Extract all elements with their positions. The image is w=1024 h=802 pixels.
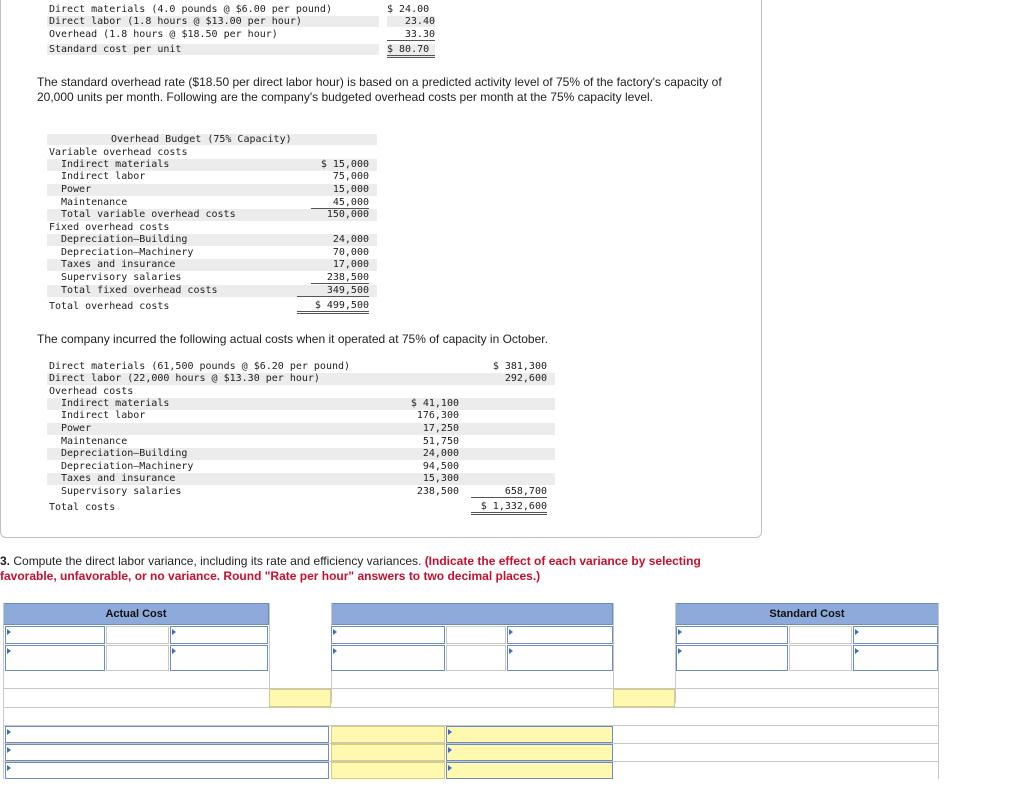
actual-oh-label: Indirect labor [61,410,146,421]
multiply-cell [106,645,169,671]
standard-rate-value-input[interactable] [853,645,938,671]
standard-rate-input[interactable] [853,626,938,644]
actual-oh-row [47,423,555,435]
variance-amount-cell[interactable] [331,726,445,743]
actual-oh-label: Indirect materials [61,398,170,409]
actual-oh-value: 24,000 [422,448,459,459]
budget-fixed-value: 70,000 [332,247,369,258]
actual-oh-value: $ 41,100 [410,398,459,409]
paragraph-overhead-rate: The standard overhead rate ($18.50 per direct labor hour) is based on a predicted activity level of 75% of the factory's capacity of 20,000 units per month. Following are the company's budgeted overhead costs per month at the 75% capacity level. [37,75,722,104]
actual-rate-value-input[interactable] [170,645,268,671]
actual-dm-value: $ 381,300 [492,361,547,372]
actual-dl-label: Direct labor (22,000 hours @ $13.30 per hour) [49,373,320,384]
multiply-cell [106,626,169,644]
standard-hours-value-input[interactable] [676,645,788,671]
budget-fixed-value: 24,000 [332,234,369,245]
variance-effect-select[interactable] [446,726,613,743]
middle-hours-value-input[interactable] [331,645,445,671]
budget-total-label: Total overhead costs [49,301,170,312]
std-oh-label: Overhead (1.8 hours @ $18.50 per hour) [49,29,278,40]
actual-oh-value: 238,500 [416,486,459,497]
rate-variance-amount-cell[interactable] [269,689,331,707]
actual-oh-value: 176,300 [416,410,459,421]
actual-oh-label: Maintenance [61,436,128,447]
budget-var-label: Indirect labor [61,171,146,182]
std-dl-value: 23.40 [387,16,435,27]
paragraph-actual-costs: The company incurred the following actual costs when it operated at 75% of capacity in October. [37,332,548,346]
variance-label-input[interactable] [5,744,329,761]
variance-amount-cell[interactable] [331,762,445,779]
grid-vline [3,603,4,779]
multiply-cell [446,645,506,671]
budget-fixed-label: Taxes and insurance [61,259,176,270]
actual-oh-label: Depreciation—Machinery [61,461,194,472]
actual-oh-label: Power [61,423,92,434]
actual-dl-value: 292,600 [504,373,547,384]
multiply-cell [446,626,506,644]
actual-oh-total-value: 658,700 [471,486,547,498]
variance-amount-cell[interactable] [331,744,445,761]
budget-var-label: Indirect materials [61,159,170,170]
grid-hline [3,707,939,708]
problem-panel [0,0,762,538]
middle-header-bar [331,603,613,625]
question-number: 3. [0,554,11,568]
actual-rate-input[interactable] [170,626,268,644]
budget-fixed-value: 238,500 [311,272,369,284]
question-body: Compute the direct labor variance, including its rate and efficiency variances. [10,554,425,568]
actual-oh-value: 15,300 [422,473,459,484]
budget-total-fixed-label: Total fixed overhead costs [61,285,218,296]
budget-fixed-label: Depreciation—Building [61,234,188,245]
actual-oh-header: Overhead costs [49,386,134,397]
question-instruction: (Indicate the effect of each variance by selecting favorable, unfavorable, or no variance. Round "Rate per hour" answers to two decimal places.) [0,554,701,583]
actual-hours-value-input[interactable] [5,645,105,671]
actual-total-label: Total costs [49,502,116,513]
budget-var-label: Power [61,184,92,195]
budget-fixed-label: Depreciation—Machinery [61,247,194,258]
standard-cost-header: Standard Cost [769,608,845,620]
actual-oh-value: 17,250 [422,423,459,434]
multiply-cell [789,626,852,644]
budget-var-value: $ 15,000 [320,159,369,170]
budget-fixed-header: Fixed overhead costs [49,222,170,233]
std-total-value: $ 80.70 [387,44,435,58]
actual-oh-value: 51,750 [422,436,459,447]
budget-total-fixed-value: 349,500 [297,285,369,297]
budget-total-var-label: Total variable overhead costs [61,209,236,220]
budget-var-value: 15,000 [332,184,369,195]
variance-label-input[interactable] [5,726,329,743]
std-oh-value: 33.30 [387,29,435,41]
actual-oh-value: 94,500 [422,461,459,472]
standard-hours-input[interactable] [676,626,788,644]
variance-label-input[interactable] [5,762,329,779]
budget-var-value: 45,000 [311,197,369,209]
std-dl-label: Direct labor (1.8 hours @ $13.00 per hour) [47,16,379,27]
multiply-cell [789,645,852,671]
grid-vline [938,603,939,779]
budget-var-value: 75,000 [332,171,369,182]
variance-effect-select[interactable] [446,762,613,779]
actual-dm-label: Direct materials (61,500 pounds @ $6.20 per pound) [49,361,351,372]
middle-rate-value-input[interactable] [507,645,613,671]
actual-oh-label: Taxes and insurance [61,473,176,484]
efficiency-variance-amount-cell[interactable] [613,689,675,707]
variance-worksheet [3,603,939,779]
budget-variable-header: Variable overhead costs [49,147,188,158]
budget-var-label: Maintenance [61,197,128,208]
std-dm-label: Direct materials (4.0 pounds @ $6.00 per pound) [49,4,332,15]
actual-total-value: $ 1,332,600 [471,501,547,515]
budget-fixed-label: Supervisory salaries [61,272,182,283]
budget-total-var-value: 150,000 [326,209,369,220]
grid-hline [3,688,939,689]
budget-title: Overhead Budget (75% Capacity) [47,134,377,145]
budget-total-value: $ 499,500 [297,300,369,314]
middle-rate-input[interactable] [507,626,613,644]
actual-hours-input[interactable] [5,626,105,644]
middle-hours-input[interactable] [331,626,445,644]
budget-fixed-value: 17,000 [332,259,369,270]
std-dm-value: $ 24.00 [387,4,430,15]
std-total-label: Standard cost per unit [47,44,379,55]
actual-cost-header: Actual Cost [105,608,167,620]
actual-oh-label: Depreciation—Building [61,448,188,459]
question-text [0,554,760,584]
actual-oh-label: Supervisory salaries [61,486,182,497]
variance-effect-select[interactable] [446,744,613,761]
